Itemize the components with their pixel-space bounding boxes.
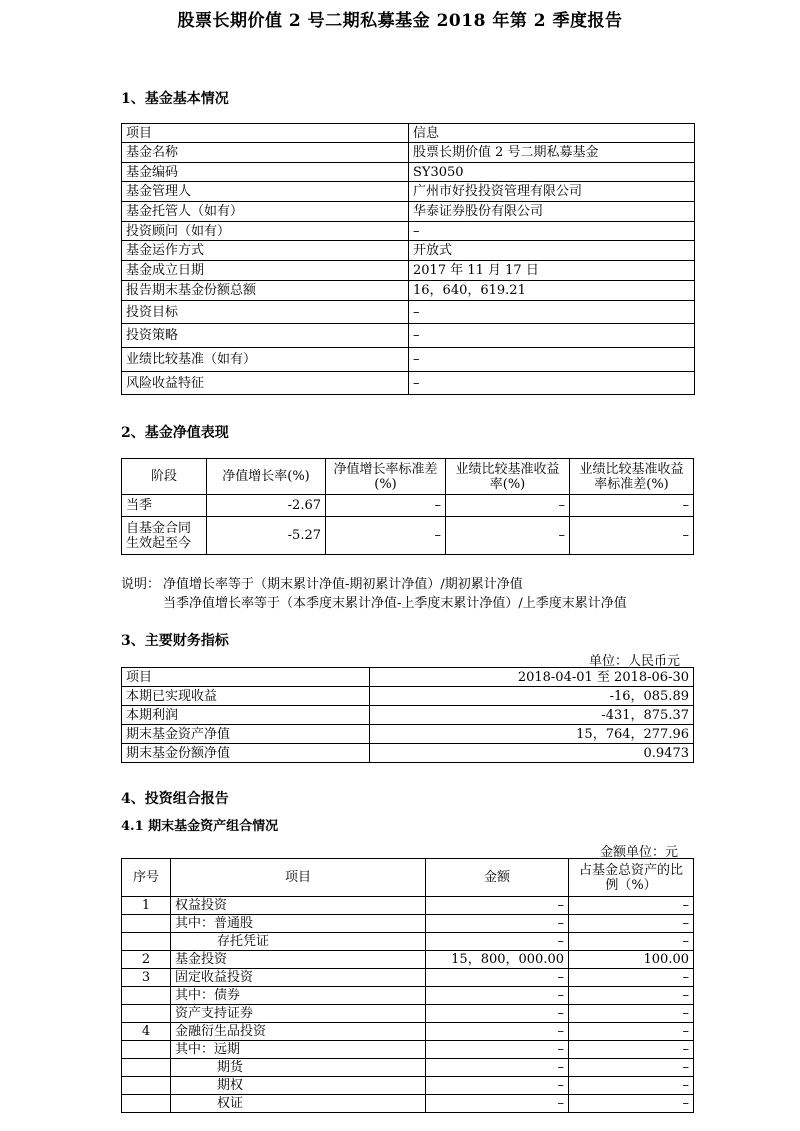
table-row (122, 1023, 694, 1041)
row-label: 基金成立日期 (122, 261, 409, 281)
row-label: 业绩比较基准（如有） (122, 348, 409, 372)
index-cell (122, 933, 171, 951)
ratio-cell: – (569, 1095, 694, 1113)
ratio-cell: – (569, 1041, 694, 1059)
table-row (122, 495, 694, 517)
table-header-row (122, 859, 694, 897)
column-header: 净值增长率(%) (207, 459, 326, 495)
row-label: 本期利润 (122, 706, 370, 725)
section3-unit: 单位：人民币元 (588, 654, 680, 669)
section4-subheading: 4.1 期末基金资产组合情况 (121, 819, 279, 834)
table-row (122, 182, 695, 202)
row-value: -431，875.37 (370, 706, 694, 725)
index-cell: 2 (122, 951, 171, 969)
item-cell: 基金投资 (171, 951, 426, 969)
item-cell: 其中：债券 (171, 987, 426, 1005)
table-row (122, 517, 694, 555)
row-label: 基金托管人（如有） (122, 202, 409, 222)
item-cell: 资产支持证券 (171, 1005, 426, 1023)
item-cell: 金融衍生品投资 (171, 1023, 426, 1041)
value-cell: – (446, 517, 570, 555)
table-row (122, 725, 694, 744)
table-row (122, 687, 694, 706)
table-row (122, 348, 695, 372)
amount-cell: 15，800，000.00 (426, 951, 569, 969)
value-cell: – (326, 495, 446, 517)
ratio-cell: – (569, 1059, 694, 1077)
table-row (122, 324, 695, 348)
row-value: 0.9473 (370, 744, 694, 763)
row-label: 本期已实现收益 (122, 687, 370, 706)
column-header: 净值增长率标准差(%) (326, 459, 446, 495)
amount-cell: – (426, 933, 569, 951)
value-cell: -5.27 (207, 517, 326, 555)
index-cell (122, 915, 171, 933)
item-cell: 权证 (171, 1095, 426, 1113)
report-title: 股票长期价值 2 号二期私募基金 2018 年第 2 季度报告 (177, 11, 623, 31)
table-row (122, 706, 694, 725)
item-cell: 期权 (171, 1077, 426, 1095)
amount-cell: – (426, 987, 569, 1005)
row-value: 信息 (409, 124, 695, 143)
row-value: 广州市好投投资管理有限公司 (409, 182, 695, 202)
column-header: 占基金总资产的比例（%） (569, 859, 694, 897)
table-row (122, 933, 694, 951)
amount-cell: – (426, 1023, 569, 1041)
row-value: – (409, 222, 695, 241)
amount-cell: – (426, 1041, 569, 1059)
row-value: 股票长期价值 2 号二期私募基金 (409, 143, 695, 163)
amount-cell: – (426, 897, 569, 915)
table-row (122, 222, 695, 241)
ratio-cell: – (569, 1077, 694, 1095)
row-label: 投资目标 (122, 301, 409, 324)
table-row (122, 987, 694, 1005)
amount-cell: – (426, 915, 569, 933)
table-row (122, 143, 695, 163)
row-value: 华泰证券股份有限公司 (409, 202, 695, 222)
row-value: 开放式 (409, 241, 695, 261)
index-cell: 1 (122, 897, 171, 915)
table-row (122, 915, 694, 933)
ratio-cell: 100.00 (569, 951, 694, 969)
row-label: 报告期末基金份额总额 (122, 281, 409, 301)
row-label: 项目 (122, 124, 409, 143)
row-label: 投资顾问（如有） (122, 222, 409, 241)
ratio-cell: – (569, 1005, 694, 1023)
nav-performance-table (121, 458, 694, 555)
section1-heading: 1、基金基本情况 (121, 91, 229, 107)
table-row (122, 1059, 694, 1077)
row-label: 期末基金资产净值 (122, 725, 370, 744)
asset-allocation-table (121, 858, 694, 1113)
column-header: 序号 (122, 859, 171, 897)
index-cell (122, 1095, 171, 1113)
ratio-cell: – (569, 897, 694, 915)
table-row (122, 897, 694, 915)
section4-heading: 4、投资组合报告 (121, 791, 229, 807)
row-label: 基金运作方式 (122, 241, 409, 261)
value-cell: – (446, 495, 570, 517)
table-header-row (122, 459, 694, 495)
table-row (122, 202, 695, 222)
item-cell: 固定收益投资 (171, 969, 426, 987)
table-row (122, 744, 694, 763)
table-row (122, 281, 695, 301)
table-row (122, 241, 695, 261)
row-label: 基金名称 (122, 143, 409, 163)
amount-cell: – (426, 1095, 569, 1113)
period-cell: 自基金合同生效起至今 (122, 517, 207, 555)
amount-cell: – (426, 969, 569, 987)
table-row (122, 1077, 694, 1095)
ratio-cell: – (569, 969, 694, 987)
row-label: 投资策略 (122, 324, 409, 348)
table-row (122, 951, 694, 969)
section2-heading: 2、基金净值表现 (121, 425, 229, 441)
section3-heading: 3、主要财务指标 (121, 633, 229, 649)
index-cell (122, 1005, 171, 1023)
index-cell: 4 (122, 1023, 171, 1041)
ratio-cell: – (569, 933, 694, 951)
row-value: 15，764，277.96 (370, 725, 694, 744)
item-cell: 期货 (171, 1059, 426, 1077)
index-cell (122, 1041, 171, 1059)
item-cell: 权益投资 (171, 897, 426, 915)
item-cell: 其中：远期 (171, 1041, 426, 1059)
table-row (122, 1095, 694, 1113)
index-cell (122, 987, 171, 1005)
column-header: 项目 (171, 859, 426, 897)
value-cell: – (570, 495, 694, 517)
table-row (122, 163, 695, 182)
financial-indicators-table (121, 667, 694, 763)
table-row (122, 372, 695, 395)
item-cell: 其中：普通股 (171, 915, 426, 933)
row-value: SY3050 (409, 163, 695, 182)
row-value: 2018-04-01 至 2018-06-30 (370, 668, 694, 687)
row-label: 项目 (122, 668, 370, 687)
note-line-1: 净值增长率等于（期末累计净值-期初累计净值）/期初累计净值 (163, 577, 523, 592)
item-cell: 存托凭证 (171, 933, 426, 951)
basic-info-table (121, 123, 695, 395)
table-header-row (122, 668, 694, 687)
table-header-row (122, 124, 695, 143)
column-header: 业绩比较基准收益率标准差(%) (570, 459, 694, 495)
period-cell: 当季 (122, 495, 207, 517)
row-value: -16，085.89 (370, 687, 694, 706)
ratio-cell: – (569, 987, 694, 1005)
ratio-cell: – (569, 1023, 694, 1041)
table-row (122, 1005, 694, 1023)
row-value: 16，640，619.21 (409, 281, 695, 301)
note-label: 说明： (121, 577, 161, 592)
amount-cell: – (426, 1059, 569, 1077)
value-cell: – (570, 517, 694, 555)
amount-cell: – (426, 1077, 569, 1095)
row-label: 期末基金份额净值 (122, 744, 370, 763)
index-cell (122, 1077, 171, 1095)
value-cell: – (326, 517, 446, 555)
amount-cell: – (426, 1005, 569, 1023)
note-line-2: 当季净值增长率等于（本季度末累计净值-上季度末累计净值）/上季度末累计净值 (163, 596, 627, 611)
row-value: – (409, 301, 695, 324)
row-value: – (409, 348, 695, 372)
row-label: 基金管理人 (122, 182, 409, 202)
column-header: 业绩比较基准收益率(%) (446, 459, 570, 495)
table-row (122, 261, 695, 281)
table-row (122, 969, 694, 987)
value-cell: -2.67 (207, 495, 326, 517)
row-value: – (409, 324, 695, 348)
row-value: – (409, 372, 695, 395)
column-header: 阶段 (122, 459, 207, 495)
row-label: 基金编码 (122, 163, 409, 182)
table-row (122, 1041, 694, 1059)
column-header: 金额 (426, 859, 569, 897)
index-cell (122, 1059, 171, 1077)
row-label: 风险收益特征 (122, 372, 409, 395)
table-row (122, 301, 695, 324)
row-value: 2017 年 11 月 17 日 (409, 261, 695, 281)
section4-unit: 金额单位：元 (599, 845, 678, 860)
index-cell: 3 (122, 969, 171, 987)
ratio-cell: – (569, 915, 694, 933)
